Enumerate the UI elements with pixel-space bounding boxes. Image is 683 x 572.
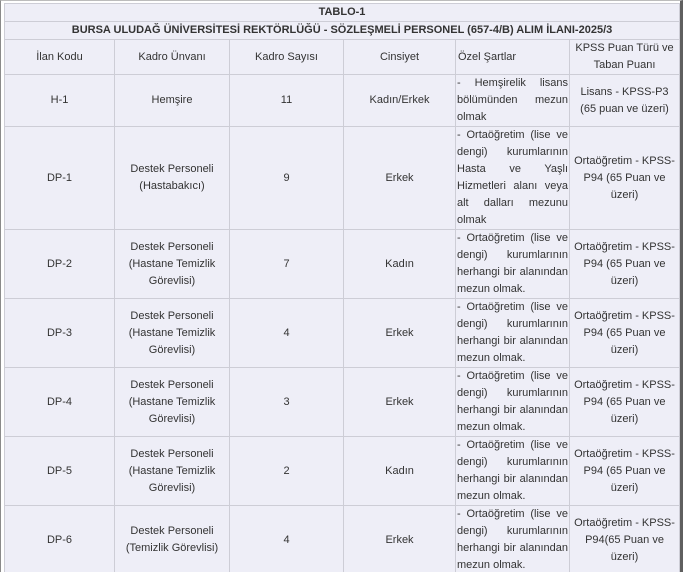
- cell-kadro-sayisi: 3: [230, 368, 344, 437]
- table-row: [5, 75, 680, 127]
- cell-ozel-sartlar: - Ortaöğretim (lise ve dengi) kurumlarının herhangi bir alanından mezun olmak.: [456, 299, 570, 368]
- cell-kpss: Ortaöğretim - KPSS-P94 (65 Puan ve üzeri): [570, 368, 680, 437]
- cell-kpss: Ortaöğretim - KPSS-P94 (65 Puan ve üzeri): [570, 437, 680, 506]
- cell-kadro-sayisi: 9: [230, 127, 344, 230]
- cell-ilan-kodu: DP-2: [5, 230, 115, 299]
- cell-kadro-sayisi: 7: [230, 230, 344, 299]
- cell-cinsiyet: Erkek: [344, 127, 456, 230]
- cell-kadro-sayisi: 2: [230, 437, 344, 506]
- cell-cinsiyet: Erkek: [344, 368, 456, 437]
- cell-kadro-unvani: Destek Personeli (Temizlik Görevlisi): [115, 506, 230, 572]
- header-ilan-kodu: İlan Kodu: [5, 40, 115, 75]
- cell-kadro-unvani: Destek Personeli (Hastane Temizlik Görevlisi): [115, 230, 230, 299]
- cell-ozel-sartlar: - Ortaöğretim (lise ve dengi) kurumlarının Hasta ve Yaşlı Hizmetleri alanı veya alt dalları mezunu olmak: [456, 127, 570, 230]
- header-cinsiyet: Cinsiyet: [344, 40, 456, 75]
- table-row: [5, 437, 680, 506]
- table-row: [5, 368, 680, 437]
- personnel-table: [4, 3, 680, 572]
- cell-kpss: Ortaöğretim - KPSS-P94 (65 Puan ve üzeri): [570, 299, 680, 368]
- cell-ozel-sartlar: - Ortaöğretim (lise ve dengi) kurumlarının herhangi bir alanından mezun olmak.: [456, 368, 570, 437]
- cell-ozel-sartlar: - Ortaöğretim (lise ve dengi) kurumlarının herhangi bir alanından mezun olmak.: [456, 506, 570, 572]
- cell-cinsiyet: Kadın: [344, 437, 456, 506]
- caption-row: [5, 4, 680, 22]
- header-kpss: KPSS Puan Türü ve Taban Puanı: [570, 40, 680, 75]
- cell-ozel-sartlar: - Hemşirelik lisans bölümünden mezun olmak: [456, 75, 570, 127]
- cell-ilan-kodu: DP-3: [5, 299, 115, 368]
- cell-kadro-unvani: Destek Personeli (Hastane Temizlik Görevlisi): [115, 368, 230, 437]
- cell-kadro-sayisi: 11: [230, 75, 344, 127]
- cell-ilan-kodu: DP-1: [5, 127, 115, 230]
- title-row: [5, 22, 680, 40]
- cell-cinsiyet: Kadın: [344, 230, 456, 299]
- cell-ilan-kodu: DP-5: [5, 437, 115, 506]
- cell-kadro-sayisi: 4: [230, 506, 344, 572]
- cell-kpss: Ortaöğretim - KPSS-P94(65 Puan ve üzeri): [570, 506, 680, 572]
- header-row: [5, 40, 680, 75]
- cell-kpss: Ortaöğretim - KPSS-P94 (65 Puan ve üzeri): [570, 230, 680, 299]
- table-row: [5, 127, 680, 230]
- table-row: [5, 230, 680, 299]
- cell-kadro-unvani: Destek Personeli (Hastane Temizlik Görevlisi): [115, 437, 230, 506]
- cell-ilan-kodu: DP-6: [5, 506, 115, 572]
- header-ozel-sartlar: Özel Şartlar: [456, 40, 570, 75]
- table-caption: TABLO-1: [5, 4, 680, 22]
- table-row: [5, 506, 680, 572]
- table-title: BURSA ULUDAĞ ÜNİVERSİTESİ REKTÖRLÜĞÜ - SÖZLEŞMELİ PERSONEL (657-4/B) ALIM İLANI-2025/3: [5, 22, 680, 40]
- cell-cinsiyet: Kadın/Erkek: [344, 75, 456, 127]
- header-kadro-sayisi: Kadro Sayısı: [230, 40, 344, 75]
- cell-kadro-sayisi: 4: [230, 299, 344, 368]
- header-kadro-unvani: Kadro Ünvanı: [115, 40, 230, 75]
- table-row: [5, 299, 680, 368]
- cell-ozel-sartlar: - Ortaöğretim (lise ve dengi) kurumlarının herhangi bir alanından mezun olmak.: [456, 437, 570, 506]
- cell-kadro-unvani: Destek Personeli (Hastane Temizlik Görevlisi): [115, 299, 230, 368]
- cell-ozel-sartlar: - Ortaöğretim (lise ve dengi) kurumlarının herhangi bir alanından mezun olmak.: [456, 230, 570, 299]
- cell-ilan-kodu: DP-4: [5, 368, 115, 437]
- cell-kpss: Lisans - KPSS-P3 (65 puan ve üzeri): [570, 75, 680, 127]
- cell-kadro-unvani: Hemşire: [115, 75, 230, 127]
- cell-cinsiyet: Erkek: [344, 299, 456, 368]
- cell-kpss: Ortaöğretim - KPSS-P94 (65 Puan ve üzeri): [570, 127, 680, 230]
- cell-cinsiyet: Erkek: [344, 506, 456, 572]
- cell-kadro-unvani: Destek Personeli (Hastabakıcı): [115, 127, 230, 230]
- cell-ilan-kodu: H-1: [5, 75, 115, 127]
